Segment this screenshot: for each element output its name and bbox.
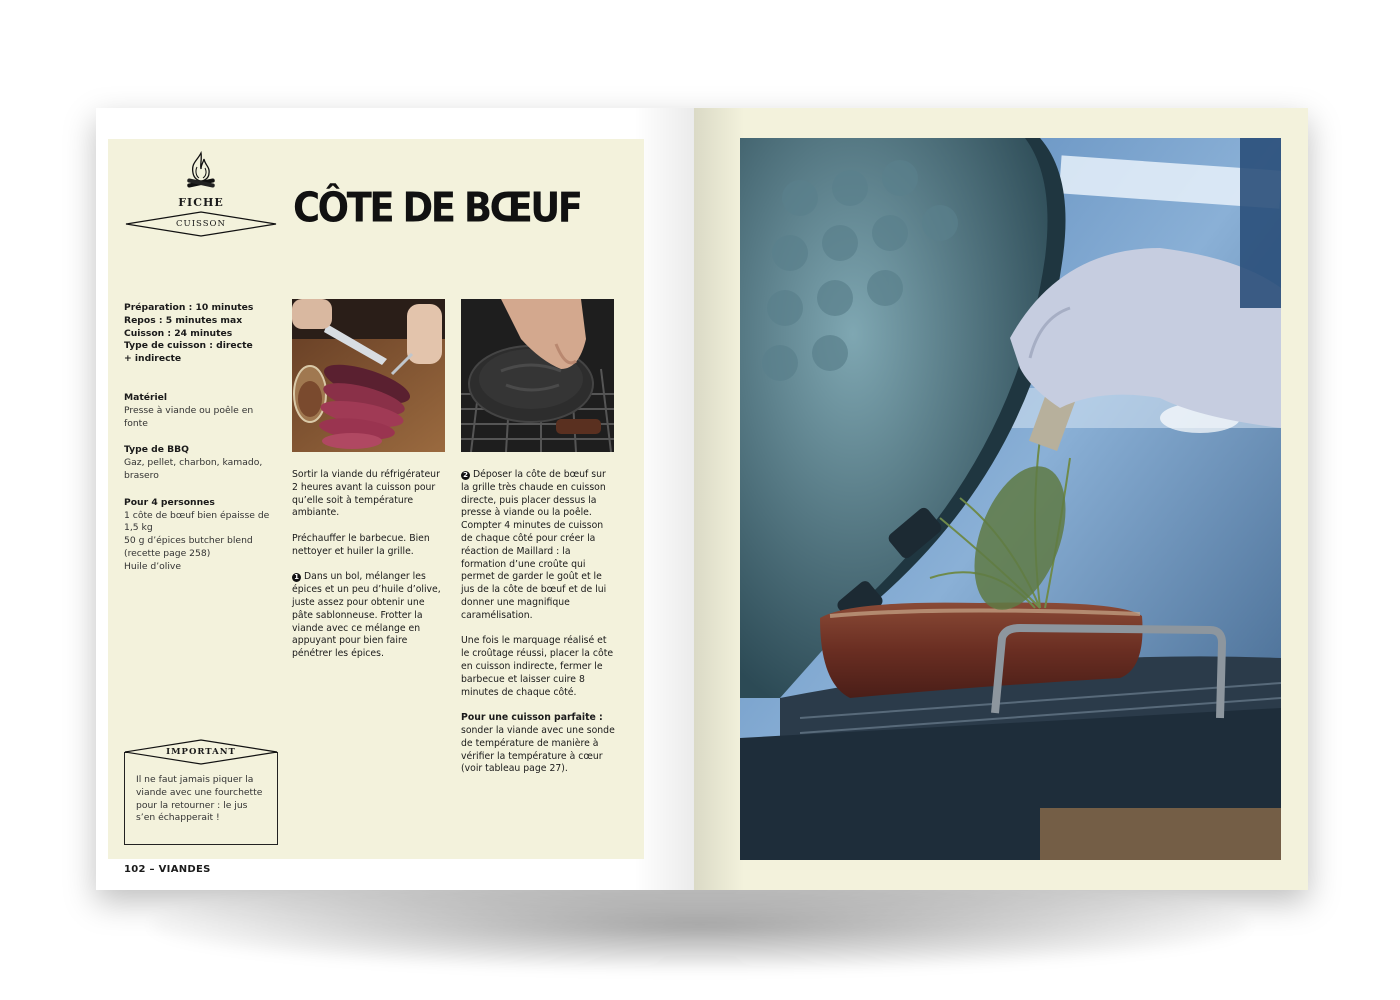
book-spread: [96, 108, 1308, 890]
cook-type-line2: + indirecte: [124, 353, 182, 365]
press-on-grill-illustration: [461, 299, 614, 452]
page-folio: 102 – VIANDES: [124, 864, 211, 875]
bbq-heading: Type de BBQ: [124, 444, 189, 456]
important-label: IMPORTANT: [166, 747, 236, 757]
instruction-paragraph: Préchauffer le barbecue. Bien nettoyer et huiler la grille.: [292, 532, 430, 557]
recipe-panel: [108, 139, 644, 859]
ingredient-item: Huile d’olive: [124, 560, 181, 572]
campfire-icon: [183, 151, 219, 191]
ingredient-item: 50 g d’épices butcher blend (recette page 258): [124, 535, 253, 559]
instruction-step-1: [292, 571, 447, 661]
cook-type-line1: Type de cuisson : directe: [124, 340, 253, 352]
materiel-text: Presse à viande ou poêle en fonte: [124, 404, 254, 429]
instructions-column-2: [461, 469, 616, 776]
slicing-steak-illustration: [292, 299, 445, 452]
instruction-paragraph: Sortir la viande du réfrigérateur 2 heures avant la cuisson pour qu’elle soit à température ambiante.: [292, 469, 440, 519]
ingredient-item: 1 côte de bœuf bien épaisse de 1,5 kg: [124, 509, 270, 534]
right-gutter-shade: [694, 108, 744, 890]
right-page: [694, 108, 1308, 890]
photo-herb-basting-steak: [740, 138, 1281, 860]
rest-time: Repos : 5 minutes max: [124, 314, 243, 326]
book-shadow: [150, 880, 1250, 970]
step-number-badge: 2: [461, 471, 470, 480]
badge-top-label: FICHE: [178, 196, 224, 209]
important-text: Il ne faut jamais piquer la viande avec une fourchette pour la retourner : le jus s’en échapperait !: [136, 774, 263, 824]
instructions-column-1: [292, 469, 447, 674]
tip-text: sonder la viande avec une sonde de température de manière à vérifier la température à cœur (voir tableau page 27).: [461, 724, 615, 775]
instruction-paragraph: Une fois le marquage réalisé et le croûtage réussi, placer la côte en cuisson indirecte, fermer le barbecue et laisser cuire 8 minutes de chaque côté.: [461, 635, 614, 698]
fiche-cuisson-badge: [125, 151, 277, 239]
step-text: Déposer la côte de bœuf sur la grille très chaude en cuisson directe, puis placer dessus la presse à viande ou la poêle. Compter 4 minutes de cuisson de chaque côté pour créer la réaction de Maillard : la formation d’une croûte qui permet de garder le goût et le jus de la côte de bœuf et de lui donner une magnifique caramélisation.: [461, 469, 607, 621]
badge-bottom-label: CUISSON: [176, 219, 226, 229]
recipe-info-column: [124, 302, 274, 574]
materiel-heading: Matériel: [124, 391, 168, 403]
important-note: [124, 739, 278, 845]
cook-time: Cuisson : 24 minutes: [124, 327, 233, 339]
prep-time: Préparation : 10 minutes: [124, 302, 254, 313]
bbq-text: Gaz, pellet, charbon, kamado, brasero: [124, 457, 263, 481]
instruction-step-2: [461, 469, 616, 623]
photo-slicing-steak: [292, 299, 445, 452]
photo-press-on-grill: [461, 299, 614, 452]
step-text: Dans un bol, mélanger les épices et un peu d’huile d’olive, juste assez pour obtenir une pâte sablonneuse. Frotter la viande avec ce mélange en appuyant pour bien faire pénétrer les épices.: [292, 571, 441, 660]
tip-heading: Pour une cuisson parfaite :: [461, 712, 603, 724]
step-number-badge: 1: [292, 573, 301, 582]
left-page: [96, 108, 694, 890]
persons-heading: Pour 4 personnes: [124, 496, 215, 508]
recipe-title: CÔTE DE BŒUF: [293, 184, 581, 232]
herb-basting-illustration: [740, 138, 1281, 860]
